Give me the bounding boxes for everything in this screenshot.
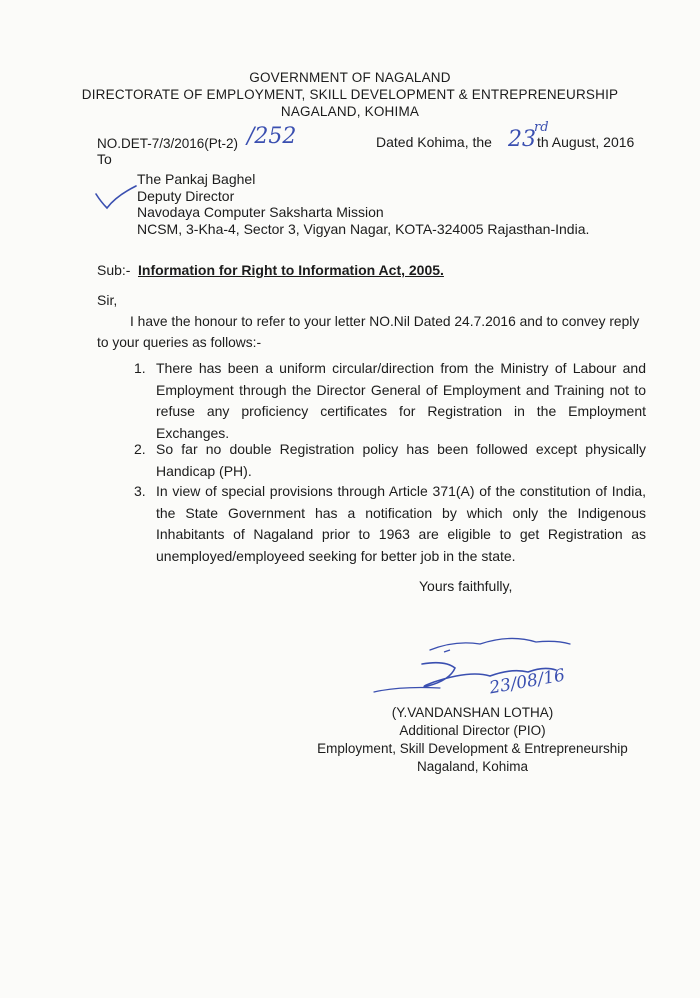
signatory-location: Nagaland, Kohima (416, 759, 529, 774)
addressee-organisation: Navodaya Computer Saksharta Mission (137, 204, 384, 220)
handwritten-letter-number: /252 (247, 124, 297, 149)
header-government: GOVERNMENT OF NAGALAND (249, 70, 451, 85)
handwritten-day-suffix: rd (534, 120, 549, 135)
addressee-block (137, 171, 589, 237)
list-item-text: So far no double Registration policy has been followed except physically Handicap (PH). (156, 441, 646, 479)
addressee-name: The Pankaj Baghel (137, 171, 256, 187)
list-item-text: There has been a uniform circular/direction from the Ministry of Labour and Employment through the Director General of Employment and Training not to refuse any proficiency certificates for Registration in the Employment Exchanges. (156, 360, 646, 441)
list-item (134, 358, 646, 444)
salutation: Sir, (97, 292, 118, 308)
intro-line-1: I have the honour to refer to your letter NO.Nil Dated 24.7.2016 and to convey reply (130, 314, 640, 329)
intro-line-2: to your queries as follows:- (97, 335, 262, 350)
subject-label: Sub:- (97, 262, 131, 278)
list-item (134, 439, 646, 482)
list-item (134, 481, 646, 567)
list-item-number: 3. (134, 483, 146, 499)
signatory-designation: Additional Director (PIO) (399, 723, 546, 738)
signatory-department: Employment, Skill Development & Entrepreneurship (317, 741, 628, 756)
addressee-address: NCSM, 3-Kha-4, Sector 3, Vigyan Nagar, KOTA-324005 Rajasthan-India. (137, 220, 590, 237)
header-directorate: DIRECTORATE OF EMPLOYMENT, SKILL DEVELOPMENT & ENTREPRENEURSHIP (81, 87, 619, 102)
header-location: NAGALAND, KOHIMA (280, 104, 420, 119)
handwritten-signature-date: 23/08/16 (487, 665, 567, 699)
date-rest: th August, 2016 (537, 134, 635, 150)
handwritten-day: 23 (508, 127, 536, 152)
dated-label: Dated Kohima, the (376, 134, 492, 150)
signatory-name: (Y.VANDANSHAN LOTHA) (391, 705, 554, 720)
to-label: To (97, 151, 112, 167)
subject-text: Information for Right to Information Act, 2005. (138, 262, 444, 278)
addressee-designation: Deputy Director (137, 187, 235, 204)
list-item-number: 1. (134, 360, 146, 376)
list-item-number: 2. (134, 441, 146, 457)
closing: Yours faithfully, (419, 578, 513, 594)
pen-tick-icon (92, 182, 140, 212)
reference-number: NO.DET-7/3/2016(Pt-2) (97, 136, 239, 151)
signatory-block (300, 704, 645, 776)
list-item-text: In view of special provisions through Article 371(A) of the constitution of India, the State Government has a notification by which only the Indigenous Inhabitants of Nagaland prior to 1963 are eligible to get Registration as unemployed/employeed seeking for better job in the state. (156, 483, 646, 564)
